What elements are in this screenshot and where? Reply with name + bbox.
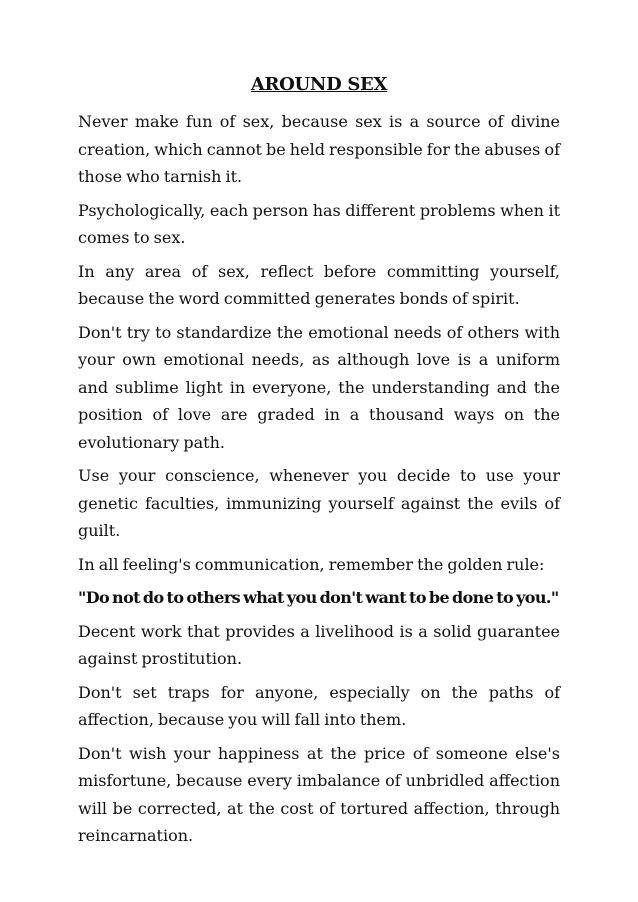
golden-rule-quote: "Do not do to others what you don't want to be done to you." [78,588,559,607]
paragraph-psychology: Psychologically, each person has different problems when it comes to sex. [78,200,560,247]
page-title: AROUND SEX [250,74,388,95]
paragraph-decent-work: Decent work that provides a livelihood is a solid guarantee against prostitution. [78,621,560,668]
paragraph-conscience: Use your conscience, whenever you decide to use your genetic faculties, immunizing yourself against the evils of guilt. [78,466,560,540]
paragraph-traps: Don't set traps for anyone, especially on the paths of affection, because you will fall into them. [78,682,560,729]
paragraph-divine-creation: Never make fun of sex, because sex is a source of divine creation, which cannot be held responsible for the abuses of those who tarnish it. [78,112,560,186]
paragraph-golden-rule-intro: In all feeling's communication, remember the golden rule: [78,554,545,574]
paragraph-happiness: Don't wish your happiness at the price of someone else's misfortune, because every imbalance of unbridled affection will be corrected, at the cost of tortured affection, through reincarnation. [78,743,560,845]
paragraph-emotional-needs: Don't try to standardize the emotional needs of others with your own emotional needs, as although love is a uniform and sublime light in everyone, the understanding and the position of love are graded in a thousand ways on the evolutionary path. [78,322,560,452]
paragraph-reflect: In any area of sex, reflect before committing yourself, because the word committed generates bonds of spirit. [78,261,560,308]
